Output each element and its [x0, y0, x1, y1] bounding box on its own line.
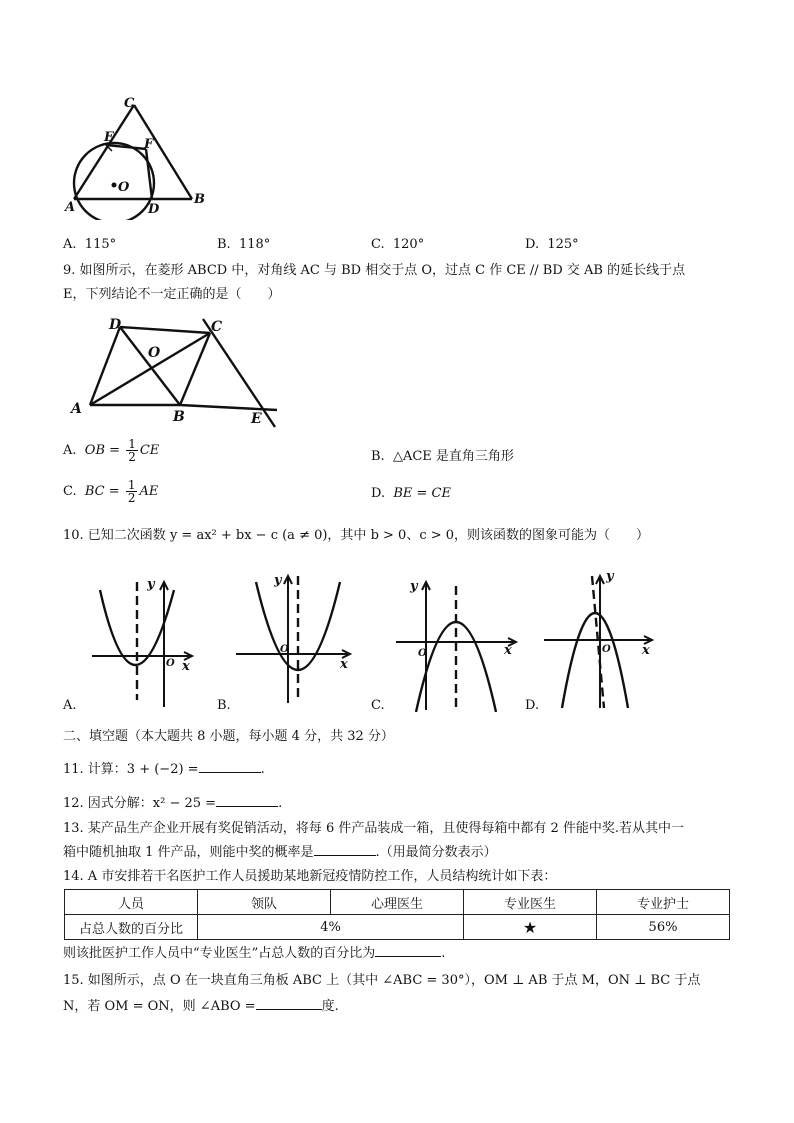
q9-label-a: A — [71, 401, 82, 417]
q8-label-o: O — [118, 180, 130, 195]
q10a-x-label: x — [182, 659, 190, 674]
q10-graph-b — [236, 568, 356, 708]
table-header-cell: 专业医生 — [464, 890, 597, 915]
q10-graph-c — [396, 572, 521, 712]
q14-answer-blank[interactable] — [375, 956, 441, 957]
star-icon: ★ — [464, 915, 597, 940]
q8-label-f: F — [144, 137, 154, 152]
q10-stem: 10. 已知二次函数 y = ax² + bx − c (a ≠ 0)，其中 b > 0、c > 0，则该函数的图象可能为（ ） — [63, 528, 650, 543]
table-cell-nurse: 56% — [597, 915, 730, 940]
q11-answer-blank[interactable] — [199, 772, 261, 773]
section-2-heading: 二、填空题（本大题共 8 小题，每小题 4 分，共 32 分） — [63, 729, 394, 744]
q9-label-o: O — [148, 345, 161, 361]
q8-label-c: C — [124, 96, 135, 111]
q9-label-b: B — [173, 409, 185, 425]
q10c-origin-label: O — [418, 648, 427, 659]
q9-option-c: C. BC = $\frac{1}{2}$ AE — [63, 478, 159, 505]
q10b-origin-label: O — [280, 644, 289, 655]
q13-line1: 13. 某产品生产企业开展有奖促销活动，将每 6 件产品装成一箱，且使得每箱中都有 2 件能中奖.若从其中一 — [63, 821, 685, 836]
q8-option-d: D. 125° — [525, 237, 579, 252]
q10a-origin-label: O — [166, 658, 175, 669]
table-row — [65, 915, 730, 940]
q9-option-d: D. BE = CE — [371, 486, 451, 501]
q10d-y-label: y — [606, 569, 614, 584]
q10-graph-b-letter: B. — [217, 698, 231, 713]
q15-answer-blank[interactable] — [256, 1009, 322, 1010]
q8-label-a: A — [65, 200, 76, 215]
q14-after: 则该批医护工作人员中“专业医生”占总人数的百分比为 . — [63, 946, 446, 961]
table-cell-row-label: 占总人数的百分比 — [65, 915, 198, 940]
q10d-origin-label: O — [602, 644, 611, 655]
q10-graph-d-letter: D. — [525, 698, 540, 713]
q10c-x-label: x — [504, 643, 512, 658]
q8-figure — [60, 95, 220, 220]
q15-line2: N，若 OM = ON，则 ∠ABO = 度. — [63, 999, 339, 1014]
q10-graph-a-letter: A. — [63, 698, 77, 713]
table-header-cell: 人员 — [65, 890, 198, 915]
q11: 11. 计算：3 + (−2) = . — [63, 762, 265, 777]
q8-option-c: C. 120° — [371, 237, 425, 252]
q14-stem: 14. A 市安排若干名医护工作人员援助某地新冠疫情防控工作，人员结构统计如下表： — [63, 869, 557, 884]
q9-label-e: E — [251, 411, 262, 427]
q9-stem-line1: 9. 如图所示，在菱形 ABCD 中，对角线 AC 与 BD 相交于点 O，过点 C 作 CE // BD 交 AB 的延长线于点 — [63, 263, 686, 278]
table-header-cell: 领队 — [198, 890, 331, 915]
q10-graph-d — [540, 568, 665, 710]
table-cell-merged: 4% — [198, 915, 464, 940]
q15-line1: 15. 如图所示，点 O 在一块直角三角板 ABC 上（其中 ∠ABC = 30°），OM ⊥ AB 于点 M，ON ⊥ BC 于点 — [63, 973, 701, 988]
q8-label-e: E — [104, 130, 114, 145]
q10a-y-label: y — [147, 577, 155, 592]
q8-option-a: A. 115° — [63, 237, 117, 252]
q9-figure — [65, 313, 285, 433]
q10b-y-label: y — [274, 573, 282, 588]
q12: 12. 因式分解：x² − 25 = . — [63, 796, 283, 811]
q13-answer-blank[interactable] — [314, 855, 376, 856]
table-header-cell: 专业护士 — [597, 890, 730, 915]
q12-answer-blank[interactable] — [216, 806, 278, 807]
q8-option-b: B. 118° — [217, 237, 271, 252]
q10d-x-label: x — [642, 643, 650, 658]
q10-graph-c-letter: C. — [371, 698, 385, 713]
q9-stem-line2: E，下列结论不一定正确的是（ ） — [63, 287, 281, 302]
q13-line2: 箱中随机抽取 1 件产品，则能中奖的概率是 .（用最简分数表示） — [63, 845, 497, 860]
q14-table — [64, 889, 730, 940]
q9-label-d: D — [109, 317, 122, 333]
q10-graph-a — [92, 572, 197, 712]
q8-label-d: D — [148, 202, 160, 217]
q8-label-b: B — [194, 192, 205, 207]
q10b-x-label: x — [340, 657, 348, 672]
q10c-y-label: y — [410, 579, 418, 594]
q9-option-b: B. △ACE 是直角三角形 — [371, 449, 514, 464]
q9-label-c: C — [211, 319, 223, 335]
table-row — [65, 890, 730, 915]
table-header-cell: 心理医生 — [331, 890, 464, 915]
q9-option-a: A. OB = $\frac{1}{2}$ CE — [63, 437, 160, 464]
